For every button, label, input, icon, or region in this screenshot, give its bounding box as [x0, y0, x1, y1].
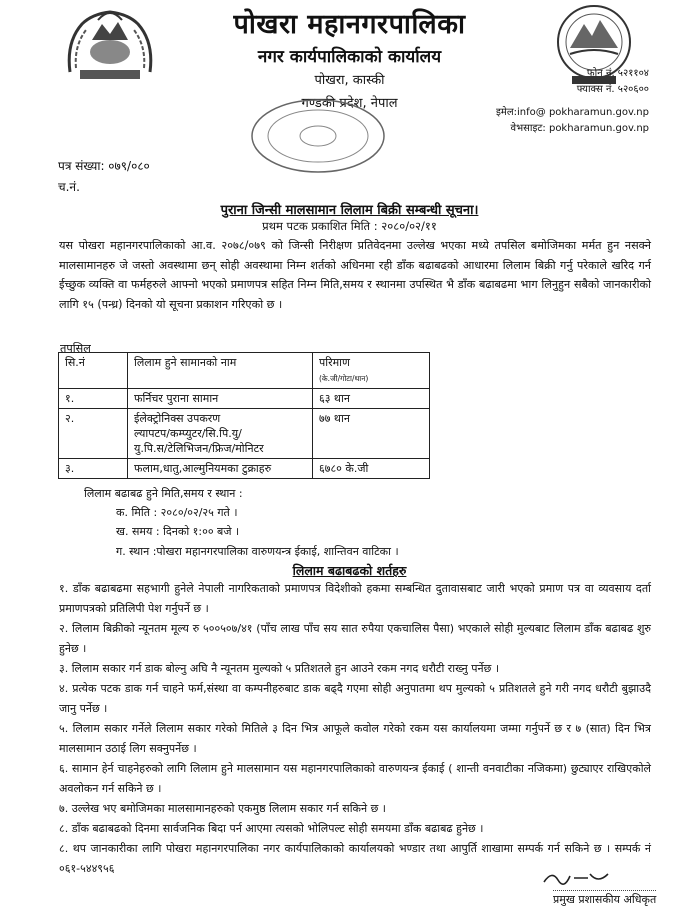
row-quantity: ६७८० के.जी	[313, 459, 430, 479]
published-date: प्रथम पटक प्रकाशित मिति : २०८०/०२/११	[262, 219, 437, 233]
organization-name: पोखरा महानगरपालिका	[233, 9, 466, 40]
items-table	[58, 352, 430, 479]
condition-item: ८. डाँक बढाबढको दिनमा सार्वजनिक बिदा पर्न आएमा त्यसको भोलिपल्ट सोही समयमा डाँक बढाबढ हुनेछ ।	[59, 822, 484, 835]
table-row	[59, 459, 430, 479]
condition-item: ३. लिलाम सकार गर्न डाक बोल्नु अघि नै न्यूनतम मुल्यको ५ प्रतिशतले हुन आउने रकम नगद धरौटी राख्नु पर्नेछ ।	[59, 662, 500, 675]
email-address: इमेल:info@ pokharamun.gov.np	[495, 107, 649, 118]
reference-number: पत्र संख्या: ०७९/०८०	[58, 159, 150, 173]
fax-number: फ्याक्स नं. ५२०६००	[576, 84, 649, 95]
header-quantity-unit: (के.जी/गोटा/थान)	[319, 374, 369, 383]
row-quantity: ७७ थान	[313, 409, 430, 459]
condition-item: २. लिलाम बिक्रीको न्यूनतम मूल्य रु ५००५०७/४१ (पाँच लाख पाँच सय सात रुपैया एकचालिस पैसा) भएकाले सोही मुल्यबाट लिलाम डाँक बढाबढ शुरु हुनेछ ।	[59, 622, 651, 655]
table-row	[59, 389, 430, 409]
notice-title: पुराना जिन्सी मालसामान लिलाम बिक्री सम्बन्धी सूचना।	[220, 203, 479, 218]
row-item-name-line: ईलेक्ट्रोनिक्स उपकरण	[134, 412, 221, 425]
condition-item: ६. सामान हेर्न चाहनेहरुको लागि लिलाम हुने मालसामान यस महानगरपालिकाको वारुणयन्त्र ईकाई ( शान्ती वनवाटीका नजिकमा) छुट्याएर राखिएकोले अवलोकन गर्न सकिने छ ।	[59, 762, 651, 795]
condition-item: ७. उल्लेख भए बमोजिमका मालसामानहरुको एकमुष्ठ लिलाम सकार गर्न सकिने छ ।	[59, 802, 386, 815]
row-item-name: फलाम,धातु,आल्मुनियमका टुक्राहरु	[128, 459, 313, 479]
row-item-name	[128, 409, 313, 459]
office-stamp-icon	[248, 96, 388, 178]
website-address: वेभसाइट: pokharamun.gov.np	[510, 123, 649, 134]
row-sn: २.	[59, 409, 128, 459]
office-location: पोखरा, कास्की	[314, 73, 385, 88]
notice-body: यस पोखरा महानगरपालिकाको आ.व. २०७८/०७९ को जिन्सी निरीक्षण प्रतिवेदनमा उल्लेख भएका मध्ये तपसिल बमोजिमका मर्मत हुन नसक्ने मालसामानहरु जे जस्तो अवस्थामा छन् सोही अवस्थामा निम्न शर्तको अधिनमा रही डाँक बढाबढको आधारमा लिलाम बिक्री गर्नु परेकाले खरिद गर्न ईच्छुक व्यक्ति वा फर्महरुले आफ्नो भएको प्रमाणपत्र सहित निम्न मिति,समय र स्थानमा उपस्थित भै डाँक बढाबढमा भाग लिनुहुन सबैको जानकारीको लागि १५ (पन्ध्र) दिनको यो सूचना प्रकाशन गरिएको छ ।	[59, 239, 651, 311]
condition-item: ५. लिलाम सकार गर्नेले लिलाम सकार गरेको मितिले ३ दिन भित्र आफूले कवोल गरेको रकम यस कार्यालयमा जम्मा गर्नुपर्ने छ र ७ (सात) दिन भित्र मालसामान उठाई लिग सक्नुपर्नेछ ।	[59, 722, 651, 755]
header-sn: सि.नं	[59, 353, 128, 389]
office-name: नगर कार्यपालिकाको कार्यालय	[257, 47, 442, 67]
condition-item: ४. प्रत्येक पटक डाक गर्न चाहने फर्म,संस्था वा कम्पनीहरुबाट डाक बढ्दै गएमा सोही अनुपातमा थप मुल्यको ५ प्रतिशतले हुने गरी नगद धरौटी बुझाउदै जानु पर्नेछ ।	[59, 682, 651, 715]
row-sn: ३.	[59, 459, 128, 479]
table-header-row	[59, 353, 430, 389]
row-item-name-line: यु.पि.स/टेलिभिजन/फ्रिज/मोनिटर	[134, 442, 264, 455]
row-quantity: ६३ थान	[313, 389, 430, 409]
header-quantity-label: परिमाण	[319, 356, 350, 369]
tapasil-label: तपसिल	[60, 342, 91, 355]
auction-details-heading: लिलाम बढाबढ हुने मिति,समय र स्थान :	[84, 487, 243, 500]
auction-place: ग. स्थान :पोखरा महानगरपालिका वारुणयन्त्र ईकाई, शान्तिवन वाटिका ।	[116, 545, 399, 558]
condition-item: ८. थप जानकारीका लागि पोखरा महानगरपालिका नगर कार्यपालिकाको कार्यालयको भण्डार तथा आपुर्ति शाखामा सम्पर्क गर्न सकिने छ । सम्पर्क नं ०६१-५४४९५६	[59, 842, 651, 875]
row-sn: १.	[59, 389, 128, 409]
header-item-name: लिलाम हुने सामानको नाम	[128, 353, 313, 389]
row-item-name: फर्निचर पुराना सामान	[128, 389, 313, 409]
auction-date: क. मिति : २०८०/०२/२५ गते ।	[116, 506, 238, 519]
conditions-heading: लिलाम बढाबढको शर्तहरु	[292, 563, 407, 578]
signature-icon	[538, 868, 618, 892]
signatory-title: प्रमुख प्रशासकीय अधिकृत	[553, 890, 656, 907]
office-province: गण्डकी प्रदेश, नेपाल	[301, 96, 398, 111]
row-item-name-line: ल्यापटप/कम्प्युटर/सि.पि.यु/	[134, 427, 242, 440]
phone-number: फोन नं. ५२११०४	[586, 68, 649, 79]
auction-time: ख. समय : दिनको १:०० बजे ।	[116, 525, 240, 538]
table-row	[59, 409, 430, 459]
header-quantity	[313, 353, 430, 389]
condition-item: १. डाँक बढाबढमा सहभागी हुनेले नेपाली नागरिकताको प्रमाणपत्र विदेशीको हकमा सम्बन्धित दुतावासबाट जारी भएको प्रमाण पत्र वा व्यवसाय दर्ता प्रमाणपत्रको प्रतिलिपी पेश गर्नुपर्ने छ ।	[59, 582, 651, 615]
dispatch-number: च.नं.	[58, 180, 80, 194]
